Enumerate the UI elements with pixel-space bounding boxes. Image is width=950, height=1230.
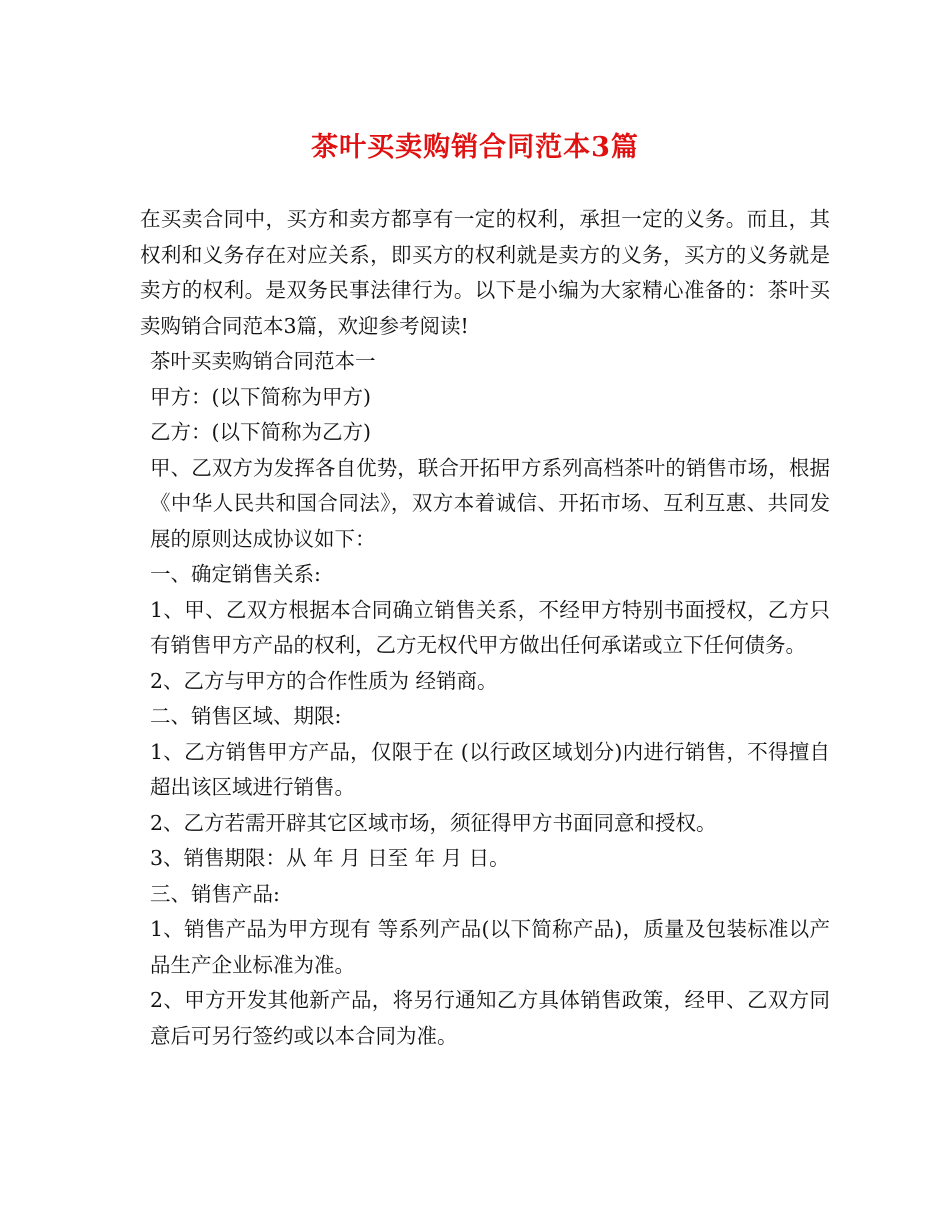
section-heading-1: 一、确定销售关系: bbox=[150, 562, 321, 586]
clause-3-1: 1、销售产品为甲方现有 等系列产品(以下简称产品)，质量及包装标准以产品生产企业标准为准。 bbox=[150, 917, 830, 977]
preamble-paragraph: 甲、乙双方为发挥各自优势，联合开拓甲方系列高档茶叶的销售市场，根据《中华人民共和国合同法》，双方本着诚信、开拓市场、互利互惠、共同发展的原则达成协议如下： bbox=[150, 455, 830, 551]
clause-2-3: 3、销售期限：从 年 月 日至 年 月 日。 bbox=[150, 846, 510, 870]
clause-2-1: 1、乙方销售甲方产品，仅限于在 (以行政区域划分)内进行销售，不得擅自超出该区域进行销售。 bbox=[150, 739, 830, 799]
clause-1-2: 2、乙方与甲方的合作性质为 经销商。 bbox=[150, 668, 498, 693]
document-body bbox=[140, 202, 830, 1054]
clause-1-1: 1、甲、乙双方根据本合同确立销售关系，不经甲方特别书面授权，乙方只有销售甲方产品的权利，乙方无权代甲方做出任何承诺或立下任何债务。 bbox=[150, 597, 830, 657]
party-a-line: 甲方：(以下简称为甲方) bbox=[150, 384, 371, 409]
contract-heading-1: 茶叶买卖购销合同范本一 bbox=[150, 349, 376, 373]
document-title: 茶叶买卖购销合同范本3篇 bbox=[311, 132, 639, 163]
clause-3-2: 2、甲方开发其他新产品，将另行通知乙方具体销售政策，经甲、乙双方同意后可另行签约或以本合同为准。 bbox=[150, 988, 830, 1048]
party-b-line: 乙方：(以下简称为乙方) bbox=[150, 420, 371, 444]
section-heading-2: 二、销售区域、期限: bbox=[150, 704, 342, 728]
clause-2-2: 2、乙方若需开辟其它区域市场，须征得甲方书面同意和授权。 bbox=[150, 810, 717, 835]
section-heading-3: 三、销售产品: bbox=[150, 881, 280, 906]
intro-paragraph: 在买卖合同中，买方和卖方都享有一定的权利，承担一定的义务。而且，其权利和义务存在对应关系，即买方的权利就是卖方的义务，买方的义务就是卖方的权利。是双务民事法律行为。以下是小编为大家精心准备的：茶叶买卖购销合同范本3篇，欢迎参考阅读! bbox=[140, 207, 830, 338]
